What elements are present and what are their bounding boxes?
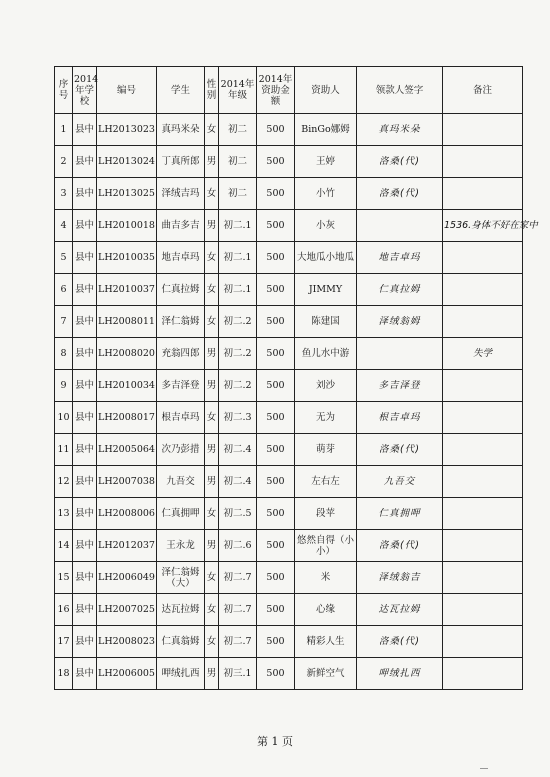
cell-code: LH2008020	[97, 338, 157, 370]
header-signature: 领款人签字	[357, 67, 443, 114]
cell-student: 地吉卓玛	[157, 242, 205, 274]
handwritten-remark	[443, 178, 523, 210]
cell-student: 真玛米朵	[157, 114, 205, 146]
cell-amount: 500	[257, 338, 295, 370]
cell-sponsor: JIMMY	[295, 274, 357, 306]
handwritten-signature: 根吉卓玛	[357, 402, 443, 434]
cell-school: 县中	[73, 338, 97, 370]
cell-code: LH2006049	[97, 562, 157, 594]
cell-gender: 男	[205, 370, 219, 402]
cell-amount: 500	[257, 242, 295, 274]
cell-grade: 初二.2	[219, 370, 257, 402]
handwritten-signature: 泽绒翁姆	[357, 306, 443, 338]
cell-code: LH2007025	[97, 594, 157, 626]
cell-gender: 女	[205, 178, 219, 210]
table-row	[55, 498, 523, 530]
header-grade: 2014年年级	[219, 67, 257, 114]
cell-school: 县中	[73, 658, 97, 690]
cell-student: 呷绒扎西	[157, 658, 205, 690]
handwritten-remark	[443, 242, 523, 274]
cell-no: 9	[55, 370, 73, 402]
cell-no: 13	[55, 498, 73, 530]
cell-gender: 男	[205, 338, 219, 370]
cell-student: 丁真所郎	[157, 146, 205, 178]
cell-student: 仁真拉姆	[157, 274, 205, 306]
scan-mark	[480, 760, 488, 769]
handwritten-signature: 多吉泽登	[357, 370, 443, 402]
table-row	[55, 658, 523, 690]
cell-sponsor: 段苹	[295, 498, 357, 530]
cell-grade: 初三.1	[219, 658, 257, 690]
cell-no: 17	[55, 626, 73, 658]
handwritten-signature: 九吾交	[357, 466, 443, 498]
header-code: 编号	[97, 67, 157, 114]
cell-sponsor: 萌芽	[295, 434, 357, 466]
handwritten-signature: 洛桑(代)	[357, 530, 443, 562]
cell-grade: 初二.7	[219, 594, 257, 626]
table-row	[55, 338, 523, 370]
handwritten-remark: 失学	[443, 338, 523, 370]
cell-student: 仁真翁姆	[157, 626, 205, 658]
cell-student: 曲吉多吉	[157, 210, 205, 242]
cell-gender: 女	[205, 402, 219, 434]
cell-grade: 初二.3	[219, 402, 257, 434]
handwritten-remark	[443, 370, 523, 402]
cell-sponsor: 鱼儿水中游	[295, 338, 357, 370]
cell-gender: 女	[205, 306, 219, 338]
cell-code: LH2013025	[97, 178, 157, 210]
handwritten-remark	[443, 530, 523, 562]
cell-grade: 初二	[219, 146, 257, 178]
cell-gender: 女	[205, 562, 219, 594]
cell-no: 4	[55, 210, 73, 242]
cell-amount: 500	[257, 626, 295, 658]
cell-no: 8	[55, 338, 73, 370]
cell-no: 1	[55, 114, 73, 146]
cell-student: 仁真拥呷	[157, 498, 205, 530]
handwritten-remark	[443, 626, 523, 658]
cell-no: 2	[55, 146, 73, 178]
cell-grade: 初二.7	[219, 562, 257, 594]
cell-school: 县中	[73, 370, 97, 402]
handwritten-remark	[443, 114, 523, 146]
handwritten-signature: 洛桑(代)	[357, 146, 443, 178]
cell-sponsor: 悠然自得（小小）	[295, 530, 357, 562]
cell-no: 6	[55, 274, 73, 306]
cell-school: 县中	[73, 210, 97, 242]
header-amount: 2014年资助金额	[257, 67, 295, 114]
table-row	[55, 242, 523, 274]
table-row	[55, 434, 523, 466]
handwritten-signature: 洛桑(代)	[357, 626, 443, 658]
cell-code: LH2008006	[97, 498, 157, 530]
cell-gender: 男	[205, 530, 219, 562]
handwritten-signature: 仁真拥呷	[357, 498, 443, 530]
cell-amount: 500	[257, 434, 295, 466]
table-row	[55, 626, 523, 658]
cell-school: 县中	[73, 562, 97, 594]
cell-student: 九吾交	[157, 466, 205, 498]
cell-school: 县中	[73, 274, 97, 306]
cell-sponsor: 刘沙	[295, 370, 357, 402]
cell-sponsor: BinGo娜姆	[295, 114, 357, 146]
cell-sponsor: 左右左	[295, 466, 357, 498]
table-header-row	[55, 67, 523, 114]
cell-no: 3	[55, 178, 73, 210]
table-row	[55, 274, 523, 306]
cell-code: LH2008023	[97, 626, 157, 658]
funding-roster-table	[54, 66, 538, 690]
table-row	[55, 178, 523, 210]
cell-sponsor: 米	[295, 562, 357, 594]
cell-school: 县中	[73, 466, 97, 498]
cell-amount: 500	[257, 370, 295, 402]
cell-amount: 500	[257, 466, 295, 498]
cell-code: LH2012037	[97, 530, 157, 562]
cell-no: 10	[55, 402, 73, 434]
handwritten-remark	[443, 658, 523, 690]
cell-gender: 女	[205, 498, 219, 530]
cell-no: 15	[55, 562, 73, 594]
cell-code: LH2010034	[97, 370, 157, 402]
handwritten-remark	[443, 274, 523, 306]
handwritten-signature	[357, 210, 443, 242]
cell-gender: 男	[205, 466, 219, 498]
handwritten-signature: 仁真拉姆	[357, 274, 443, 306]
cell-student: 充翁四郎	[157, 338, 205, 370]
cell-amount: 500	[257, 498, 295, 530]
table-row	[55, 370, 523, 402]
cell-code: LH2013024	[97, 146, 157, 178]
cell-amount: 500	[257, 562, 295, 594]
handwritten-remark	[443, 146, 523, 178]
cell-amount: 500	[257, 530, 295, 562]
cell-school: 县中	[73, 434, 97, 466]
cell-gender: 女	[205, 626, 219, 658]
cell-sponsor: 无为	[295, 402, 357, 434]
cell-code: LH2005064	[97, 434, 157, 466]
cell-no: 12	[55, 466, 73, 498]
header-no: 序号	[55, 67, 73, 114]
cell-code: LH2010035	[97, 242, 157, 274]
cell-amount: 500	[257, 146, 295, 178]
handwritten-signature: 真玛米朵	[357, 114, 443, 146]
cell-grade: 初二.4	[219, 434, 257, 466]
cell-school: 县中	[73, 178, 97, 210]
cell-code: LH2007038	[97, 466, 157, 498]
cell-amount: 500	[257, 594, 295, 626]
table-row	[55, 466, 523, 498]
cell-no: 18	[55, 658, 73, 690]
cell-grade: 初二	[219, 114, 257, 146]
cell-amount: 500	[257, 178, 295, 210]
cell-amount: 500	[257, 210, 295, 242]
cell-gender: 男	[205, 658, 219, 690]
cell-no: 7	[55, 306, 73, 338]
cell-grade: 初二.2	[219, 306, 257, 338]
cell-sponsor: 陈建国	[295, 306, 357, 338]
cell-amount: 500	[257, 402, 295, 434]
header-sponsor: 资助人	[295, 67, 357, 114]
cell-no: 14	[55, 530, 73, 562]
table-row	[55, 594, 523, 626]
cell-code: LH2013023	[97, 114, 157, 146]
cell-gender: 男	[205, 434, 219, 466]
cell-sponsor: 小竹	[295, 178, 357, 210]
table-row	[55, 146, 523, 178]
handwritten-remark	[443, 306, 523, 338]
cell-student: 根吉卓玛	[157, 402, 205, 434]
cell-code: LH2008011	[97, 306, 157, 338]
table-row	[55, 530, 523, 562]
table-row	[55, 210, 523, 242]
cell-student: 达瓦拉姆	[157, 594, 205, 626]
cell-school: 县中	[73, 146, 97, 178]
handwritten-remark	[443, 498, 523, 530]
header-school: 2014年学校	[73, 67, 97, 114]
cell-no: 5	[55, 242, 73, 274]
cell-gender: 男	[205, 146, 219, 178]
cell-grade: 初二.1	[219, 210, 257, 242]
cell-amount: 500	[257, 658, 295, 690]
cell-no: 16	[55, 594, 73, 626]
cell-code: LH2010037	[97, 274, 157, 306]
table-row	[55, 562, 523, 594]
cell-school: 县中	[73, 242, 97, 274]
cell-grade: 初二.5	[219, 498, 257, 530]
handwritten-signature: 达瓦拉姆	[357, 594, 443, 626]
cell-grade: 初二	[219, 178, 257, 210]
handwritten-remark	[443, 594, 523, 626]
cell-gender: 女	[205, 274, 219, 306]
cell-grade: 初二.2	[219, 338, 257, 370]
cell-student: 泽仁翁姆（大）	[157, 562, 205, 594]
cell-student: 多吉泽登	[157, 370, 205, 402]
table-row	[55, 402, 523, 434]
cell-gender: 女	[205, 114, 219, 146]
cell-code: LH2008017	[97, 402, 157, 434]
cell-grade: 初二.4	[219, 466, 257, 498]
table-row	[55, 114, 523, 146]
handwritten-remark	[443, 402, 523, 434]
cell-school: 县中	[73, 530, 97, 562]
cell-student: 次乃彭措	[157, 434, 205, 466]
handwritten-remark	[443, 466, 523, 498]
cell-sponsor: 新鲜空气	[295, 658, 357, 690]
cell-student: 泽仁翁姆	[157, 306, 205, 338]
cell-amount: 500	[257, 306, 295, 338]
page-number: 第 1 页	[257, 735, 293, 748]
cell-sponsor: 王婷	[295, 146, 357, 178]
handwritten-remark: 1536.身体不好在家中	[443, 210, 523, 242]
handwritten-signature: 呷绒扎西	[357, 658, 443, 690]
cell-school: 县中	[73, 306, 97, 338]
cell-grade: 初二.1	[219, 242, 257, 274]
handwritten-remark	[443, 434, 523, 466]
cell-sponsor: 大地瓜小地瓜	[295, 242, 357, 274]
cell-grade: 初二.6	[219, 530, 257, 562]
cell-student: 王永龙	[157, 530, 205, 562]
cell-gender: 男	[205, 210, 219, 242]
cell-sponsor: 精彩人生	[295, 626, 357, 658]
handwritten-signature	[357, 338, 443, 370]
cell-school: 县中	[73, 402, 97, 434]
table-row	[55, 306, 523, 338]
cell-school: 县中	[73, 626, 97, 658]
cell-amount: 500	[257, 274, 295, 306]
cell-gender: 女	[205, 242, 219, 274]
handwritten-remark	[443, 562, 523, 594]
cell-school: 县中	[73, 594, 97, 626]
cell-gender: 女	[205, 594, 219, 626]
cell-code: LH2010018	[97, 210, 157, 242]
handwritten-signature: 地吉卓玛	[357, 242, 443, 274]
cell-amount: 500	[257, 114, 295, 146]
cell-grade: 初二.1	[219, 274, 257, 306]
cell-sponsor: 小灰	[295, 210, 357, 242]
header-gender: 性别	[205, 67, 219, 114]
handwritten-signature: 洛桑(代)	[357, 434, 443, 466]
handwritten-signature: 泽绒翁吉	[357, 562, 443, 594]
cell-no: 11	[55, 434, 73, 466]
cell-grade: 初二.7	[219, 626, 257, 658]
cell-code: LH2006005	[97, 658, 157, 690]
handwritten-signature: 洛桑(代)	[357, 178, 443, 210]
header-student: 学生	[157, 67, 205, 114]
cell-school: 县中	[73, 114, 97, 146]
cell-student: 泽绒吉玛	[157, 178, 205, 210]
cell-school: 县中	[73, 498, 97, 530]
header-remark: 备注	[443, 67, 523, 114]
cell-sponsor: 心缘	[295, 594, 357, 626]
